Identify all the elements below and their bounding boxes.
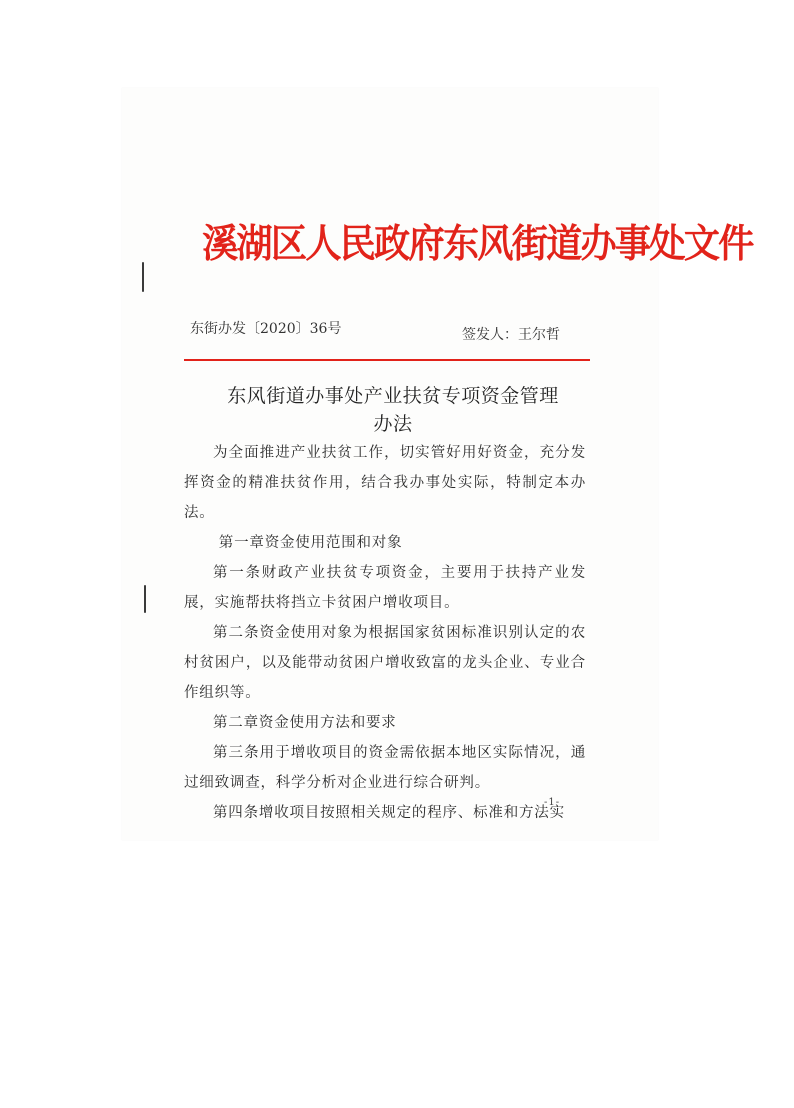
issuer — [462, 324, 560, 344]
paragraph: 为全面推进产业扶贫工作，切实管好用好资金，充分发挥资金的精准扶贫作用，结合我办事处实际，特制定本办法。 — [184, 445, 586, 521]
page-number: -1- — [544, 797, 561, 808]
issuer-name: 王尔哲 — [518, 327, 560, 343]
document-title-line: 东风街道办事处产业扶贫专项资金管理 — [227, 385, 559, 407]
paragraph: 第一条财政产业扶贫专项资金，主要用于扶持产业发展，实施帮扶将挡立卡贫困户增收项目。 — [184, 565, 586, 611]
paragraph: 第三条用于增收项目的资金需依据本地区实际情况，通过细致调查，科学分析对企业进行综合研判。 — [184, 745, 586, 791]
document-number: 东街办发〔2020〕36号 — [190, 321, 342, 337]
document-header-title: 溪湖区人民政府东风街道办事处文件 — [202, 221, 753, 267]
red-separator-rule — [184, 359, 590, 361]
document-body — [184, 438, 586, 828]
chapter-heading: 第一章资金使用范围和对象 — [218, 535, 403, 551]
issuer-label: 签发人： — [462, 327, 518, 343]
chapter-heading: 第二章资金使用方法和要求 — [213, 715, 397, 731]
scan-edge-mark — [144, 585, 146, 613]
paragraph: 第四条增收项目按照相关规定的程序、标准和方法实 — [213, 805, 565, 821]
paragraph: 第二条资金使用对象为根据国家贫困标准识别认定的农村贫困户，以及能带动贫困户增收致富的龙头企业、专业合作组织等。 — [184, 625, 586, 701]
scan-edge-mark — [142, 262, 144, 292]
document-title-line: 办法 — [373, 413, 413, 435]
document-title — [190, 382, 596, 438]
